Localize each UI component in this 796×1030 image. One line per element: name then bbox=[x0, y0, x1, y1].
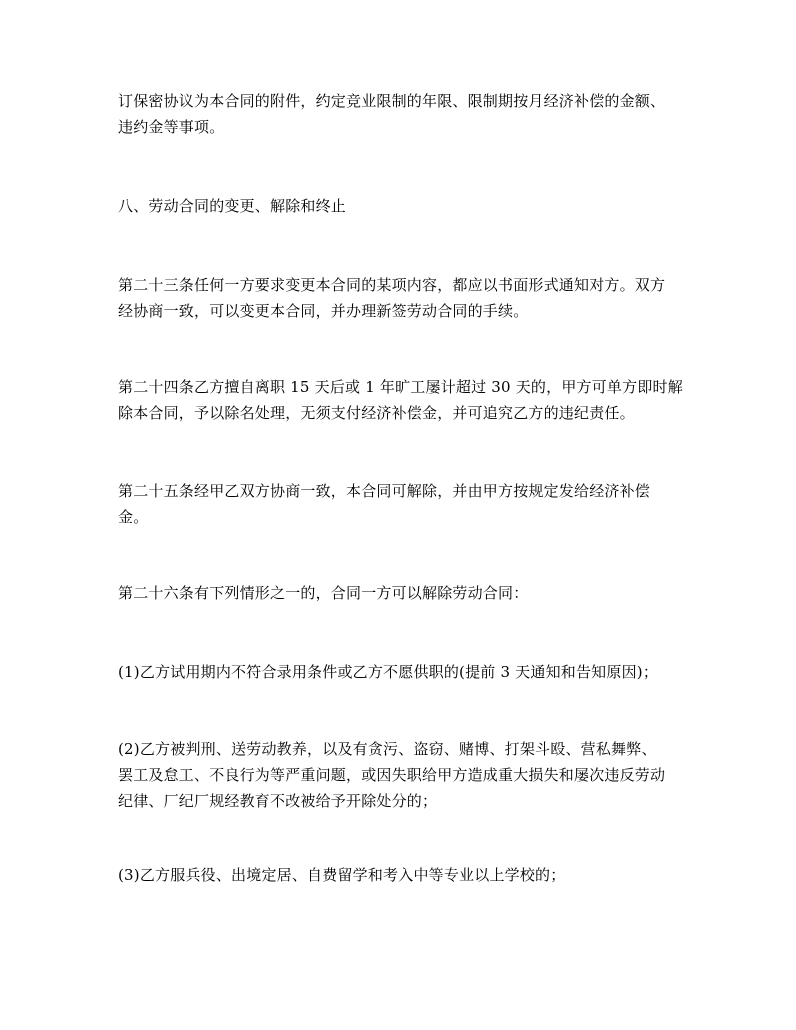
text-line: 第二十三条任何一方要求变更本合同的某项内容，都应以书面形式通知对方。双方 bbox=[118, 276, 666, 294]
text-line: 八、劳动合同的变更、解除和终止 bbox=[118, 197, 347, 215]
list-item-1 bbox=[118, 659, 688, 685]
paragraph-confidentiality-agreement bbox=[118, 88, 688, 140]
text-line: (2)乙方被判刑、送劳动教养，以及有贪污、盗窃、赌博、打架斗殴、营私舞弊、 bbox=[118, 740, 657, 758]
text-line: 第二十六条有下列情形之一的，合同一方可以解除劳动合同： bbox=[118, 584, 529, 602]
paragraph-article-25 bbox=[118, 478, 688, 530]
section-heading-contract-change bbox=[118, 193, 688, 219]
text-line: 罢工及怠工、不良行为等严重问题，或因失职给甲方造成重大损失和屡次违反劳动 bbox=[118, 766, 666, 784]
text-line: 纪律、厂纪厂规经教育不改被给予开除处分的； bbox=[118, 792, 438, 810]
paragraph-article-23 bbox=[118, 272, 688, 324]
text-line: 违约金等事项。 bbox=[118, 118, 225, 136]
text-line: 订保密协议为本合同的附件，约定竞业限制的年限、限制期按月经济补偿的金额、 bbox=[118, 92, 666, 110]
list-item-3 bbox=[118, 862, 688, 888]
text-line: 第二十四条乙方擅自离职 15 天后或 1 年旷工屡计超过 30 天的，甲方可单方即时解 bbox=[118, 378, 683, 396]
text-line: 第二十五条经甲乙双方协商一致，本合同可解除，并由甲方按规定发给经济补偿 bbox=[118, 482, 651, 500]
paragraph-article-26 bbox=[118, 580, 688, 606]
list-item-2 bbox=[118, 736, 688, 814]
text-line: (1)乙方试用期内不符合录用条件或乙方不愿供职的(提前 3 天通知和告知原因)； bbox=[118, 663, 659, 681]
text-line: 除本合同，予以除名处理，无须支付经济补偿金，并可追究乙方的违纪责任。 bbox=[118, 404, 635, 422]
text-line: 金。 bbox=[118, 508, 149, 526]
text-line: 经协商一致，可以变更本合同，并办理新签劳动合同的手续。 bbox=[118, 302, 529, 320]
text-line: (3)乙方服兵役、出境定居、自费留学和考入中等专业以上学校的； bbox=[118, 866, 566, 884]
paragraph-article-24 bbox=[118, 374, 688, 426]
